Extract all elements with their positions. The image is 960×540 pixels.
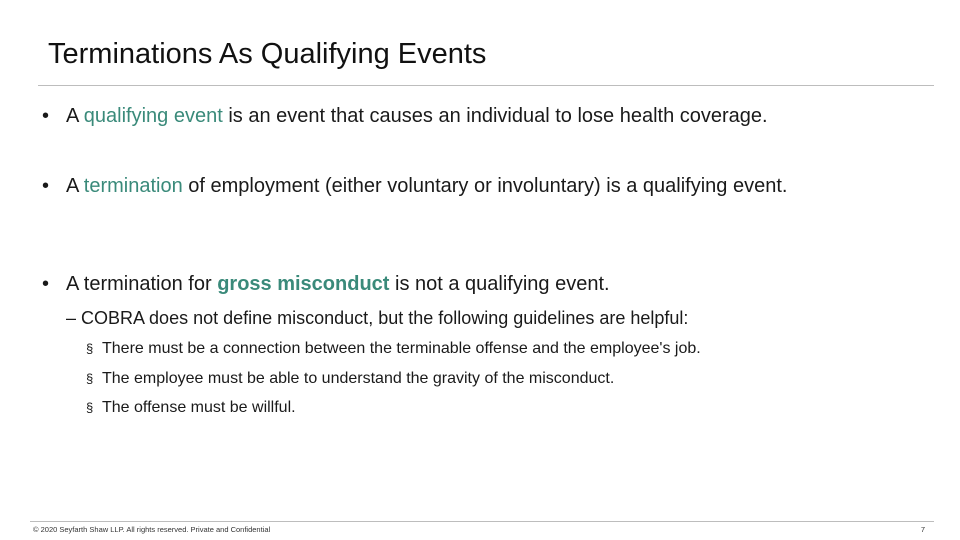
bullet-marker: • — [42, 273, 50, 295]
sub-bullet-text: COBRA does not define misconduct, but the following guidelines are helpful: — [81, 308, 689, 328]
bullet-text — [66, 270, 902, 298]
bullet-text-part: is not a qualifying event. — [389, 273, 610, 295]
highlight-term-gross-misconduct: gross misconduct — [217, 273, 390, 295]
bullet-text-part: is an event that causes an individual to lose health coverage. — [222, 105, 768, 127]
bullet-text-part: A termination for — [66, 273, 218, 295]
bullet-gross-misconduct — [42, 270, 902, 298]
bullet-text-part: A — [66, 175, 84, 197]
guideline-text: The employee must be able to understand the gravity of the misconduct. — [102, 370, 615, 387]
highlight-term-qualifying-event: qualifying event — [83, 105, 223, 127]
guideline-item — [86, 338, 701, 360]
guideline-item — [86, 397, 296, 419]
slide-title: Terminations As Qualifying Events — [48, 38, 487, 70]
bullet-text — [66, 172, 902, 200]
sub-bullet-marker: – — [66, 308, 77, 328]
title-divider — [38, 85, 934, 86]
footer-copyright: © 2020 Seyfarth Shaw LLP. All rights reserved. Private and Confidential — [33, 525, 271, 534]
bullet-qualifying-event — [42, 102, 942, 130]
bullet-marker: • — [42, 105, 50, 127]
sub-bullet-cobra — [66, 305, 688, 331]
bullet-marker: • — [42, 175, 50, 197]
page-number: 7 — [920, 525, 925, 534]
guideline-text: There must be a connection between the terminable offense and the employee's job. — [102, 340, 701, 357]
bullet-termination — [42, 172, 902, 200]
square-bullet-icon: § — [86, 341, 94, 356]
footer-divider — [30, 521, 934, 522]
highlight-term-termination: termination — [83, 175, 183, 197]
bullet-text — [66, 102, 942, 130]
bullet-text-part: of employment (either voluntary or involuntary) is a qualifying event. — [182, 175, 788, 197]
bullet-text-part: A — [66, 105, 84, 127]
guideline-text: The offense must be willful. — [102, 399, 296, 416]
guideline-item — [86, 368, 614, 390]
square-bullet-icon: § — [86, 400, 94, 415]
square-bullet-icon: § — [86, 371, 94, 386]
